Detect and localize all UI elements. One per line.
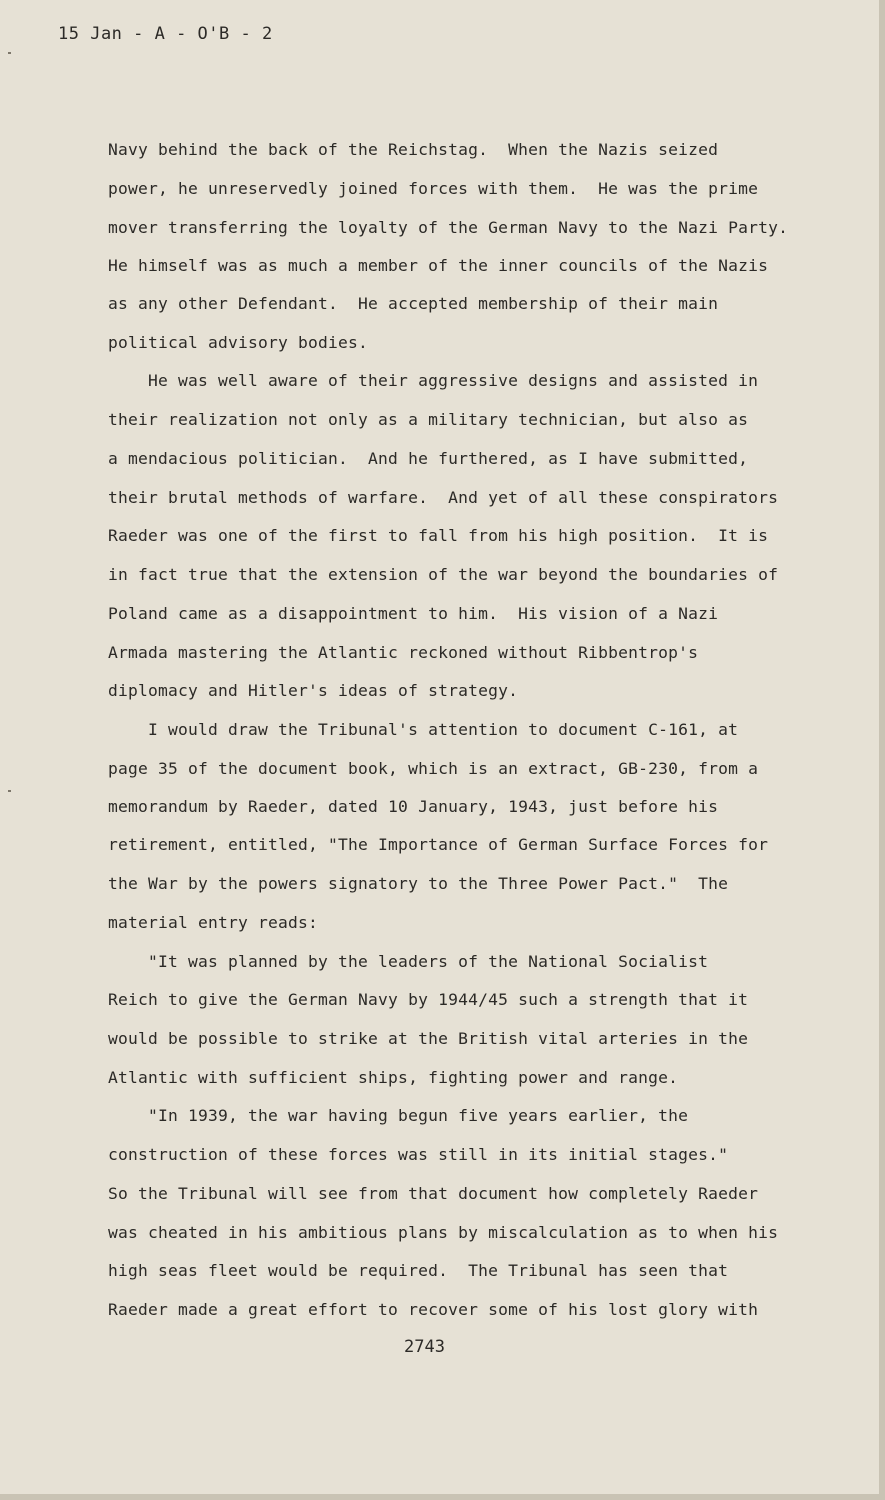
text-line: So the Tribunal will see from that document how completely Raeder <box>108 1184 759 1203</box>
edge-mark <box>8 790 11 792</box>
text-line: memorandum by Raeder, dated 10 January, 1943, just before his <box>108 797 719 816</box>
text-line: power, he unreservedly joined forces with them. He was the prime <box>108 179 759 198</box>
text-line: Poland came as a disappointment to him. His vision of a Nazi <box>108 604 719 623</box>
text-line: material entry reads: <box>108 913 319 932</box>
text-line: "In 1939, the war having begun five years earlier, the <box>108 1106 689 1125</box>
text-line: Navy behind the back of the Reichstag. When the Nazis seized <box>108 140 719 159</box>
text-line: Atlantic with sufficient ships, fighting power and range. <box>108 1068 679 1087</box>
text-line: their brutal methods of warfare. And yet of all these conspirators <box>108 488 779 507</box>
text-line: high seas fleet would be required. The Tribunal has seen that <box>108 1261 729 1280</box>
edge-mark <box>8 52 11 54</box>
text-line: the War by the powers signatory to the Three Power Pact." The <box>108 874 729 893</box>
text-line: diplomacy and Hitler's ideas of strategy. <box>108 681 519 700</box>
text-line: page 35 of the document book, which is an extract, GB-230, from a <box>108 759 759 778</box>
text-line: I would draw the Tribunal's attention to document C-161, at <box>108 720 739 739</box>
text-line: was cheated in his ambitious plans by miscalculation as to when his <box>108 1223 779 1242</box>
page-number: 2743 <box>404 1337 445 1357</box>
text-line: He was well aware of their aggressive designs and assisted in <box>108 371 759 390</box>
text-line: retirement, entitled, "The Importance of German Surface Forces for <box>108 835 769 854</box>
text-line: Reich to give the German Navy by 1944/45 such a strength that it <box>108 990 749 1009</box>
text-line: as any other Defendant. He accepted membership of their main <box>108 294 719 313</box>
text-line: "It was planned by the leaders of the National Socialist <box>108 952 709 971</box>
text-line: He himself was as much a member of the inner councils of the Nazis <box>108 256 769 275</box>
page-reference-header: 15 Jan - A - O'B - 2 <box>58 24 273 44</box>
text-line: a mendacious politician. And he furthered, as I have submitted, <box>108 449 749 468</box>
text-line: mover transferring the loyalty of the German Navy to the Nazi Party. <box>108 218 789 237</box>
text-line: in fact true that the extension of the war beyond the boundaries of <box>108 565 779 584</box>
text-line: their realization not only as a military technician, but also as <box>108 410 749 429</box>
text-line: Raeder was one of the first to fall from his high position. It is <box>108 526 769 545</box>
text-line: political advisory bodies. <box>108 333 369 352</box>
text-line: would be possible to strike at the British vital arteries in the <box>108 1029 749 1048</box>
text-line: Raeder made a great effort to recover some of his lost glory with <box>108 1300 759 1319</box>
text-line: construction of these forces was still in its initial stages." <box>108 1145 729 1164</box>
text-line: Armada mastering the Atlantic reckoned without Ribbentrop's <box>108 643 699 662</box>
